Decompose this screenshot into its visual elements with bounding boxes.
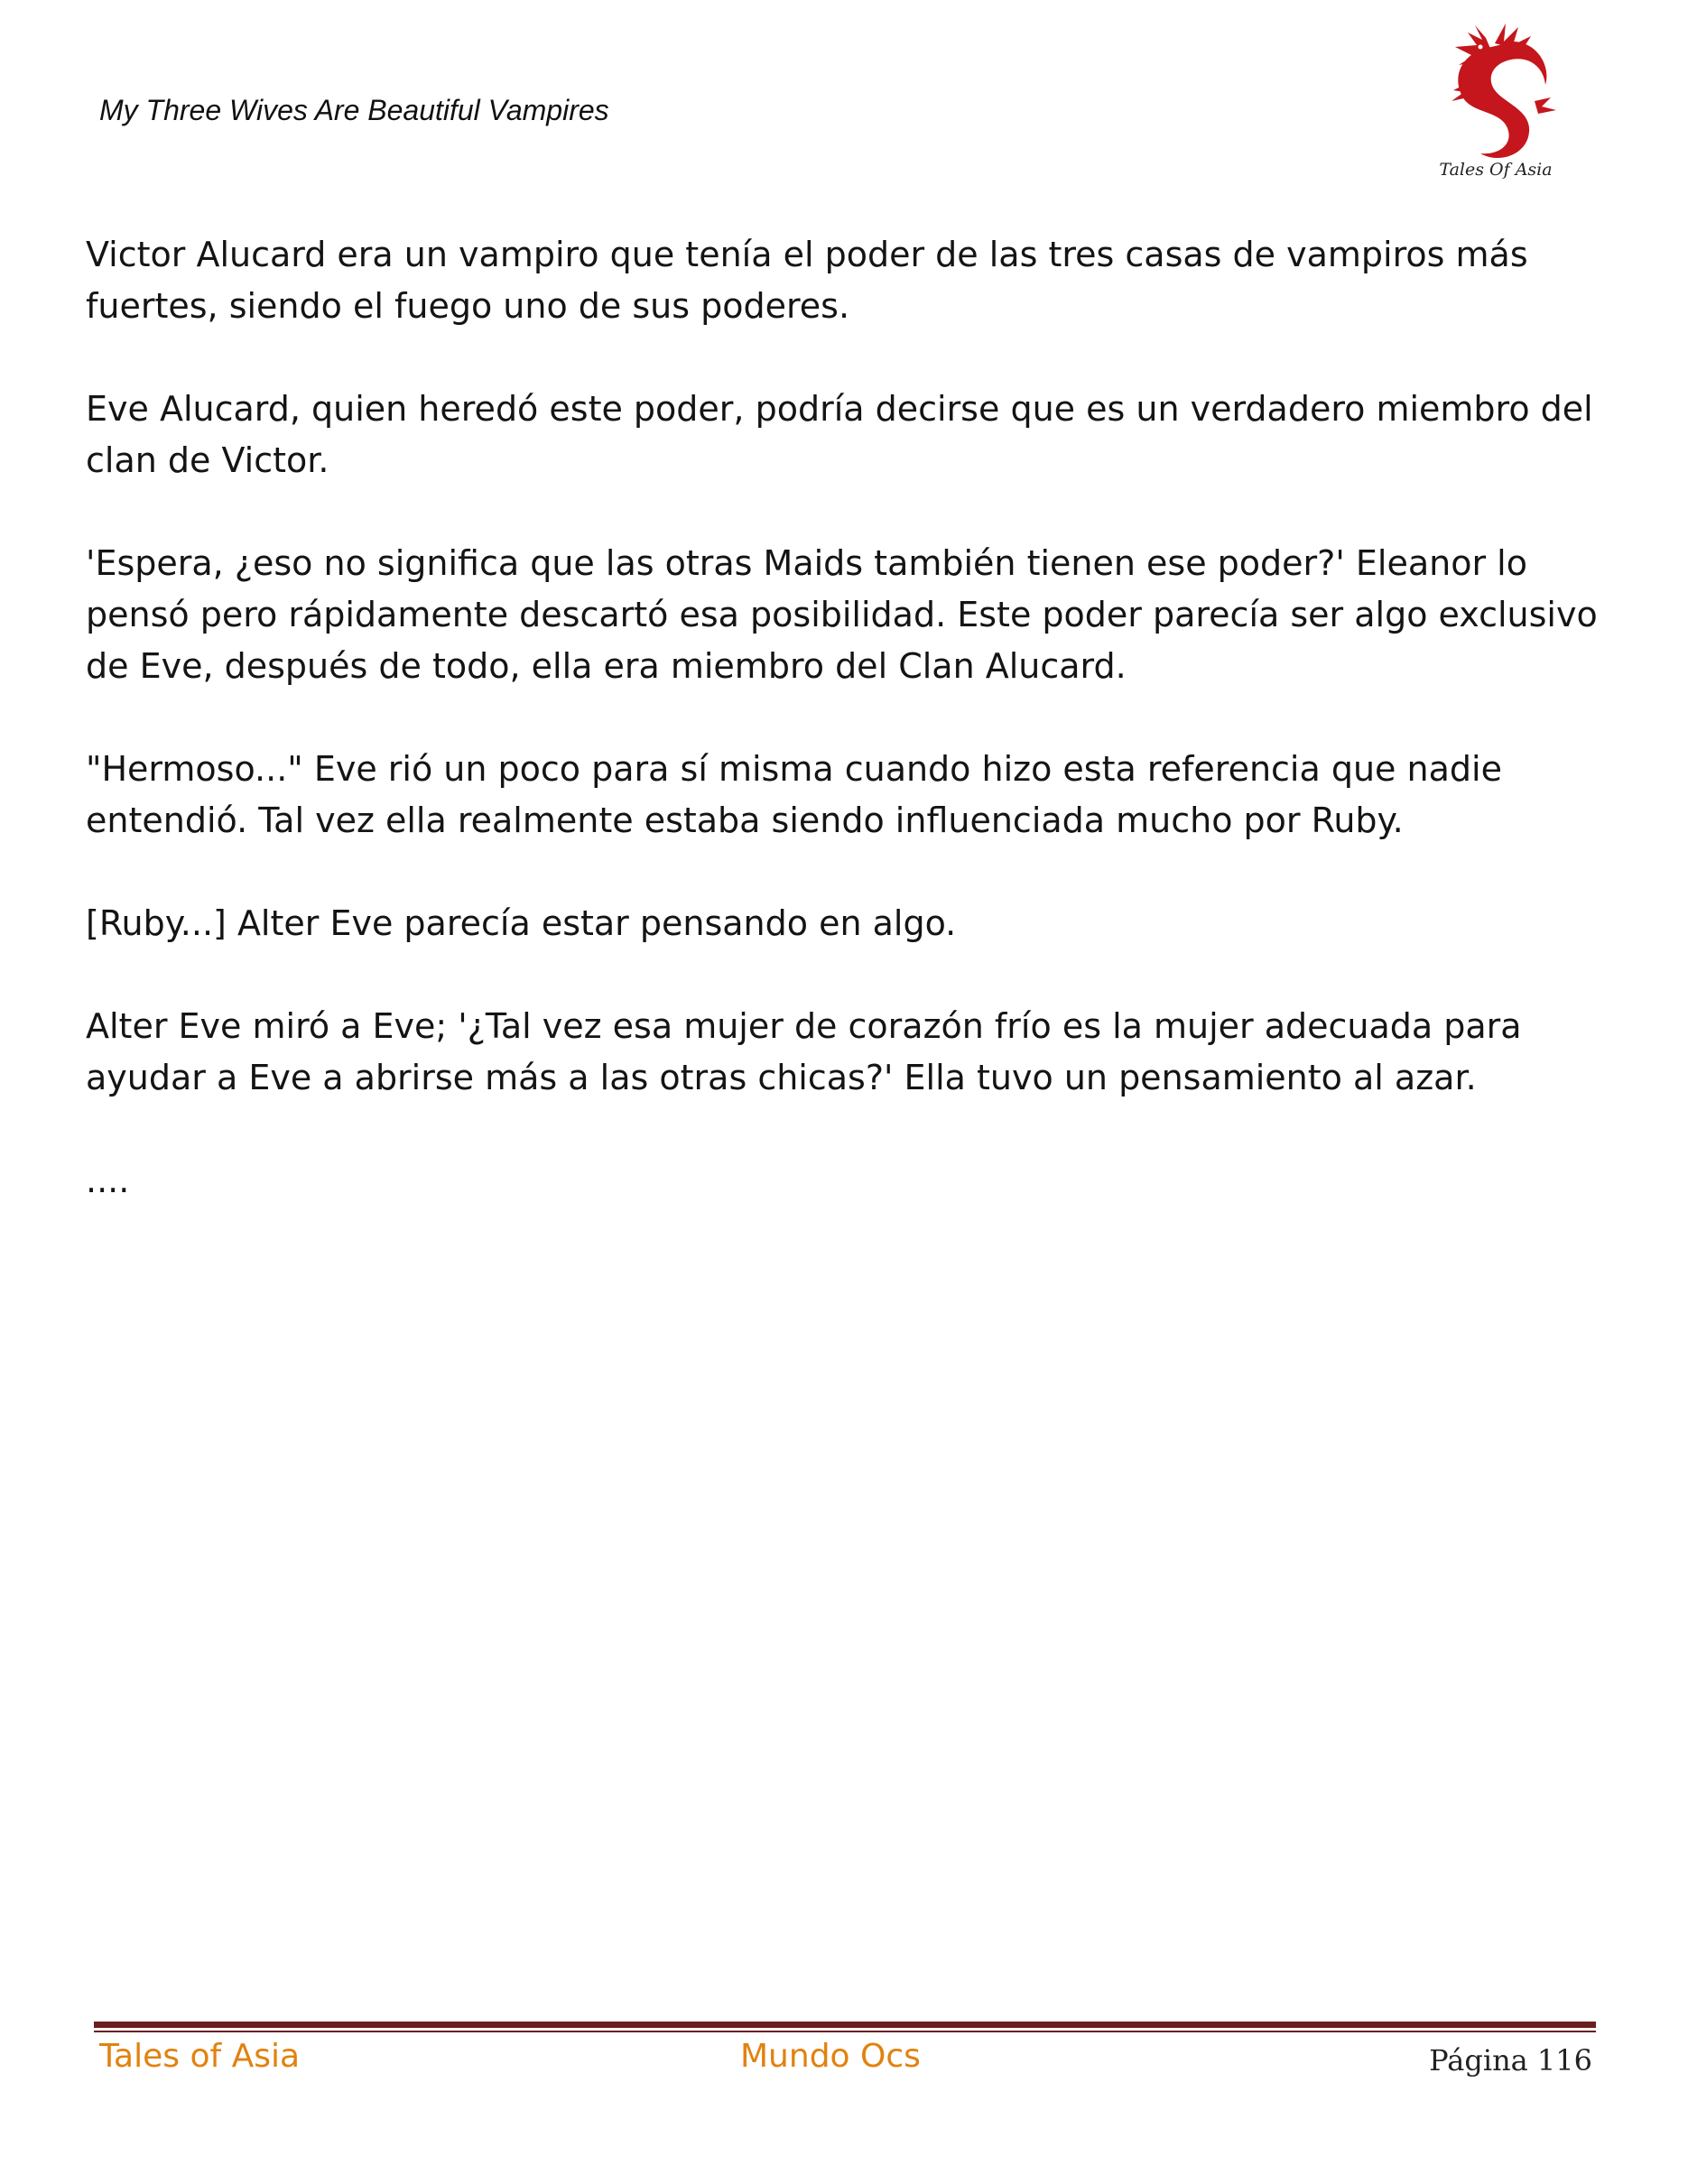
footer-divider [94, 2022, 1596, 2032]
logo-text: Tales Of Asia [1439, 160, 1553, 180]
scene-break: .... [86, 1161, 130, 1200]
chapter-body [86, 229, 1611, 1258]
paragraph: Eve Alucard, quien heredó este poder, podría decirse que es un verdadero miembro del clan de Victor. [86, 389, 1593, 480]
paragraph: Victor Alucard era un vampiro que tenía el poder de las tres casas de vampiros más fuertes, siendo el fuego uno de sus poderes. [86, 235, 1528, 326]
page-number: Página 116 [1429, 2043, 1592, 2078]
paragraph: "Hermoso..." Eve rió un poco para sí misma cuando hizo esta referencia que nadie entendió. Tal vez ella realmente estaba siendo influenciada mucho por Ruby. [86, 749, 1502, 840]
document-header-title: My Three Wives Are Beautiful Vampires [99, 94, 609, 126]
footer-translator: Mundo Ocs [740, 2038, 921, 2075]
red-dragon-logo-icon [1428, 20, 1563, 182]
footer-publisher: Tales of Asia [99, 2038, 301, 2075]
paragraph: Alter Eve miró a Eve; '¿Tal vez esa mujer de corazón frío es la mujer adecuada para ayudar a Eve a abrirse más a las otras chicas?' Ella tuvo un pensamiento al azar. [86, 1006, 1522, 1097]
paragraph: [Ruby...] Alter Eve parecía estar pensando en algo. [86, 903, 957, 943]
paragraph: 'Espera, ¿eso no significa que las otras Maids también tienen ese poder?' Eleanor lo pensó pero rápidamente descartó esa posibilidad. Este poder parecía ser algo exclusivo de Eve, después de todo, ella era miembro del Clan Alucard. [86, 543, 1598, 686]
tales-of-asia-logo [1428, 20, 1563, 182]
